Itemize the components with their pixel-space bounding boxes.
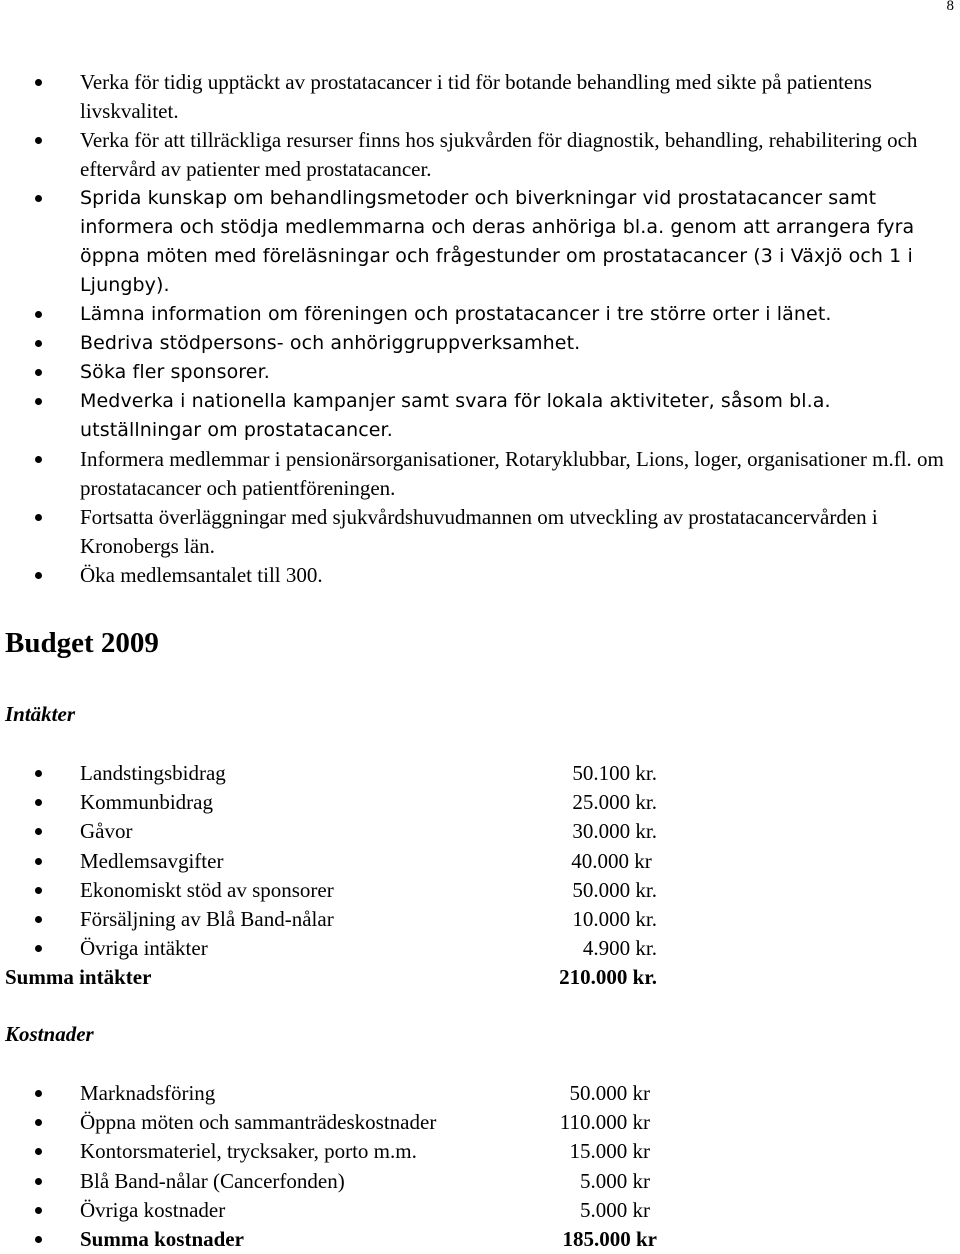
row-amount: 40.000 kr	[571, 848, 657, 873]
row-amount: 50.100 kr.	[572, 761, 657, 785]
row-amount: 50.000 kr.	[572, 877, 657, 902]
bullet-icon	[35, 887, 42, 894]
row-label: Blå Band-nålar (Cancerfonden)	[80, 1168, 345, 1193]
bullet-icon	[35, 311, 42, 318]
list-item: Bedriva stödpersons- och anhöriggruppverksamhet.	[0, 329, 960, 358]
costs-total-row	[0, 1225, 700, 1254]
list-item: Söka fler sponsorer.	[0, 358, 960, 387]
list-item: Öka medlemsantalet till 300.	[0, 561, 960, 590]
costs-heading: Kostnader	[5, 1022, 94, 1046]
bullet-icon	[35, 1090, 42, 1097]
list-item: Verka för tidig upptäckt av prostatacancer i tid för botande behandling med sikte på patientens livskvalitet.	[0, 68, 960, 126]
costs-table	[0, 1079, 700, 1254]
row-amount: 25.000 kr.	[572, 790, 657, 815]
list-item: Verka för att tillräckliga resurser finns hos sjukvården för diagnostik, behandling, rehabilitering och eftervård av patienter med prostatacancer.	[0, 126, 960, 184]
table-row	[0, 905, 700, 934]
bullet-icon	[35, 799, 42, 806]
list-item: Medverka i nationella kampanjer samt svara för lokala aktiviteter, såsom bl.a. utställningar om prostatacancer.	[0, 387, 960, 445]
row-label: Landstingsbidrag	[80, 761, 226, 785]
bullet-icon	[35, 858, 42, 865]
page-number: 8	[946, 0, 954, 14]
table-row	[0, 759, 700, 788]
row-label: Övriga kostnader	[80, 1197, 226, 1222]
row-label: Ekonomiskt stöd av sponsorer	[80, 877, 334, 902]
bullet-icon	[35, 916, 42, 923]
bullet-icon	[35, 398, 42, 405]
bullet-icon	[35, 1148, 42, 1155]
bullet-icon	[35, 945, 42, 952]
bullet-icon	[35, 1119, 42, 1126]
bullet-icon	[35, 514, 42, 521]
bullet-icon	[35, 79, 42, 86]
row-amount: 50.000 kr	[569, 1081, 650, 1105]
income-heading: Intäkter	[5, 702, 76, 726]
row-amount: 10.000 kr.	[572, 906, 657, 931]
table-row	[0, 934, 700, 963]
bullet-icon	[35, 1236, 42, 1243]
bullet-icon	[35, 828, 42, 835]
table-row	[0, 1079, 700, 1108]
table-row	[0, 847, 700, 876]
table-row	[0, 788, 700, 817]
total-label: Summa kostnader	[80, 1226, 244, 1251]
row-label: Kontorsmateriel, trycksaker, porto m.m.	[80, 1139, 417, 1164]
table-row	[0, 1137, 700, 1166]
table-row	[0, 876, 700, 905]
bullet-icon	[35, 340, 42, 347]
row-label: Försäljning av Blå Band-nålar	[80, 906, 334, 931]
table-row	[0, 1167, 700, 1196]
bullet-icon	[35, 137, 42, 144]
row-label: Marknadsföring	[80, 1081, 216, 1105]
bullet-icon	[35, 1207, 42, 1214]
total-amount: 185.000 kr	[562, 1226, 657, 1251]
table-row	[0, 817, 700, 846]
table-row	[0, 1108, 700, 1137]
list-item: Lämna information om föreningen och prostatacancer i tre större orter i länet.	[0, 300, 960, 329]
total-label: Summa intäkter	[5, 965, 152, 990]
bullet-icon	[35, 572, 42, 579]
row-label: Gåvor	[80, 819, 133, 844]
row-label: Kommunbidrag	[80, 790, 213, 815]
row-label: Medlemsavgifter	[80, 848, 224, 873]
bullet-icon	[35, 1178, 42, 1185]
row-amount: 5.000 kr	[580, 1197, 650, 1222]
budget-title: Budget 2009	[5, 627, 159, 659]
row-amount: 30.000 kr.	[572, 819, 657, 844]
income-total-row	[0, 963, 700, 992]
list-item: Sprida kunskap om behandlingsmetoder och biverkningar vid prostatacancer samt informera och stödja medlemmarna och deras anhöriga bl.a. genom att arrangera fyra öppna möten med föreläsningar och frågestunder om prostatacancer (3 i Växjö och 1 i Ljungby).	[0, 184, 960, 300]
bullet-icon	[35, 195, 42, 202]
row-amount: 4.900 kr.	[582, 936, 657, 961]
row-label: Övriga intäkter	[80, 936, 208, 961]
goals-list	[0, 68, 960, 590]
row-amount: 110.000 kr	[559, 1110, 650, 1135]
bullet-icon	[35, 770, 42, 777]
table-row	[0, 1196, 700, 1225]
list-item: Informera medlemmar i pensionärsorganisationer, Rotaryklubbar, Lions, loger, organisationer m.fl. om prostatacancer och patientföreningen.	[0, 445, 960, 503]
bullet-icon	[35, 369, 42, 376]
list-item: Fortsatta överläggningar med sjukvårdshuvudmannen om utveckling av prostatacancervården i Kronobergs län.	[0, 503, 960, 561]
row-amount: 15.000 kr	[569, 1139, 650, 1164]
total-amount: 210.000 kr.	[559, 965, 657, 990]
bullet-icon	[35, 456, 42, 463]
income-table	[0, 759, 700, 993]
row-label: Öppna möten och sammanträdeskostnader	[80, 1110, 437, 1135]
row-amount: 5.000 kr	[580, 1168, 650, 1193]
